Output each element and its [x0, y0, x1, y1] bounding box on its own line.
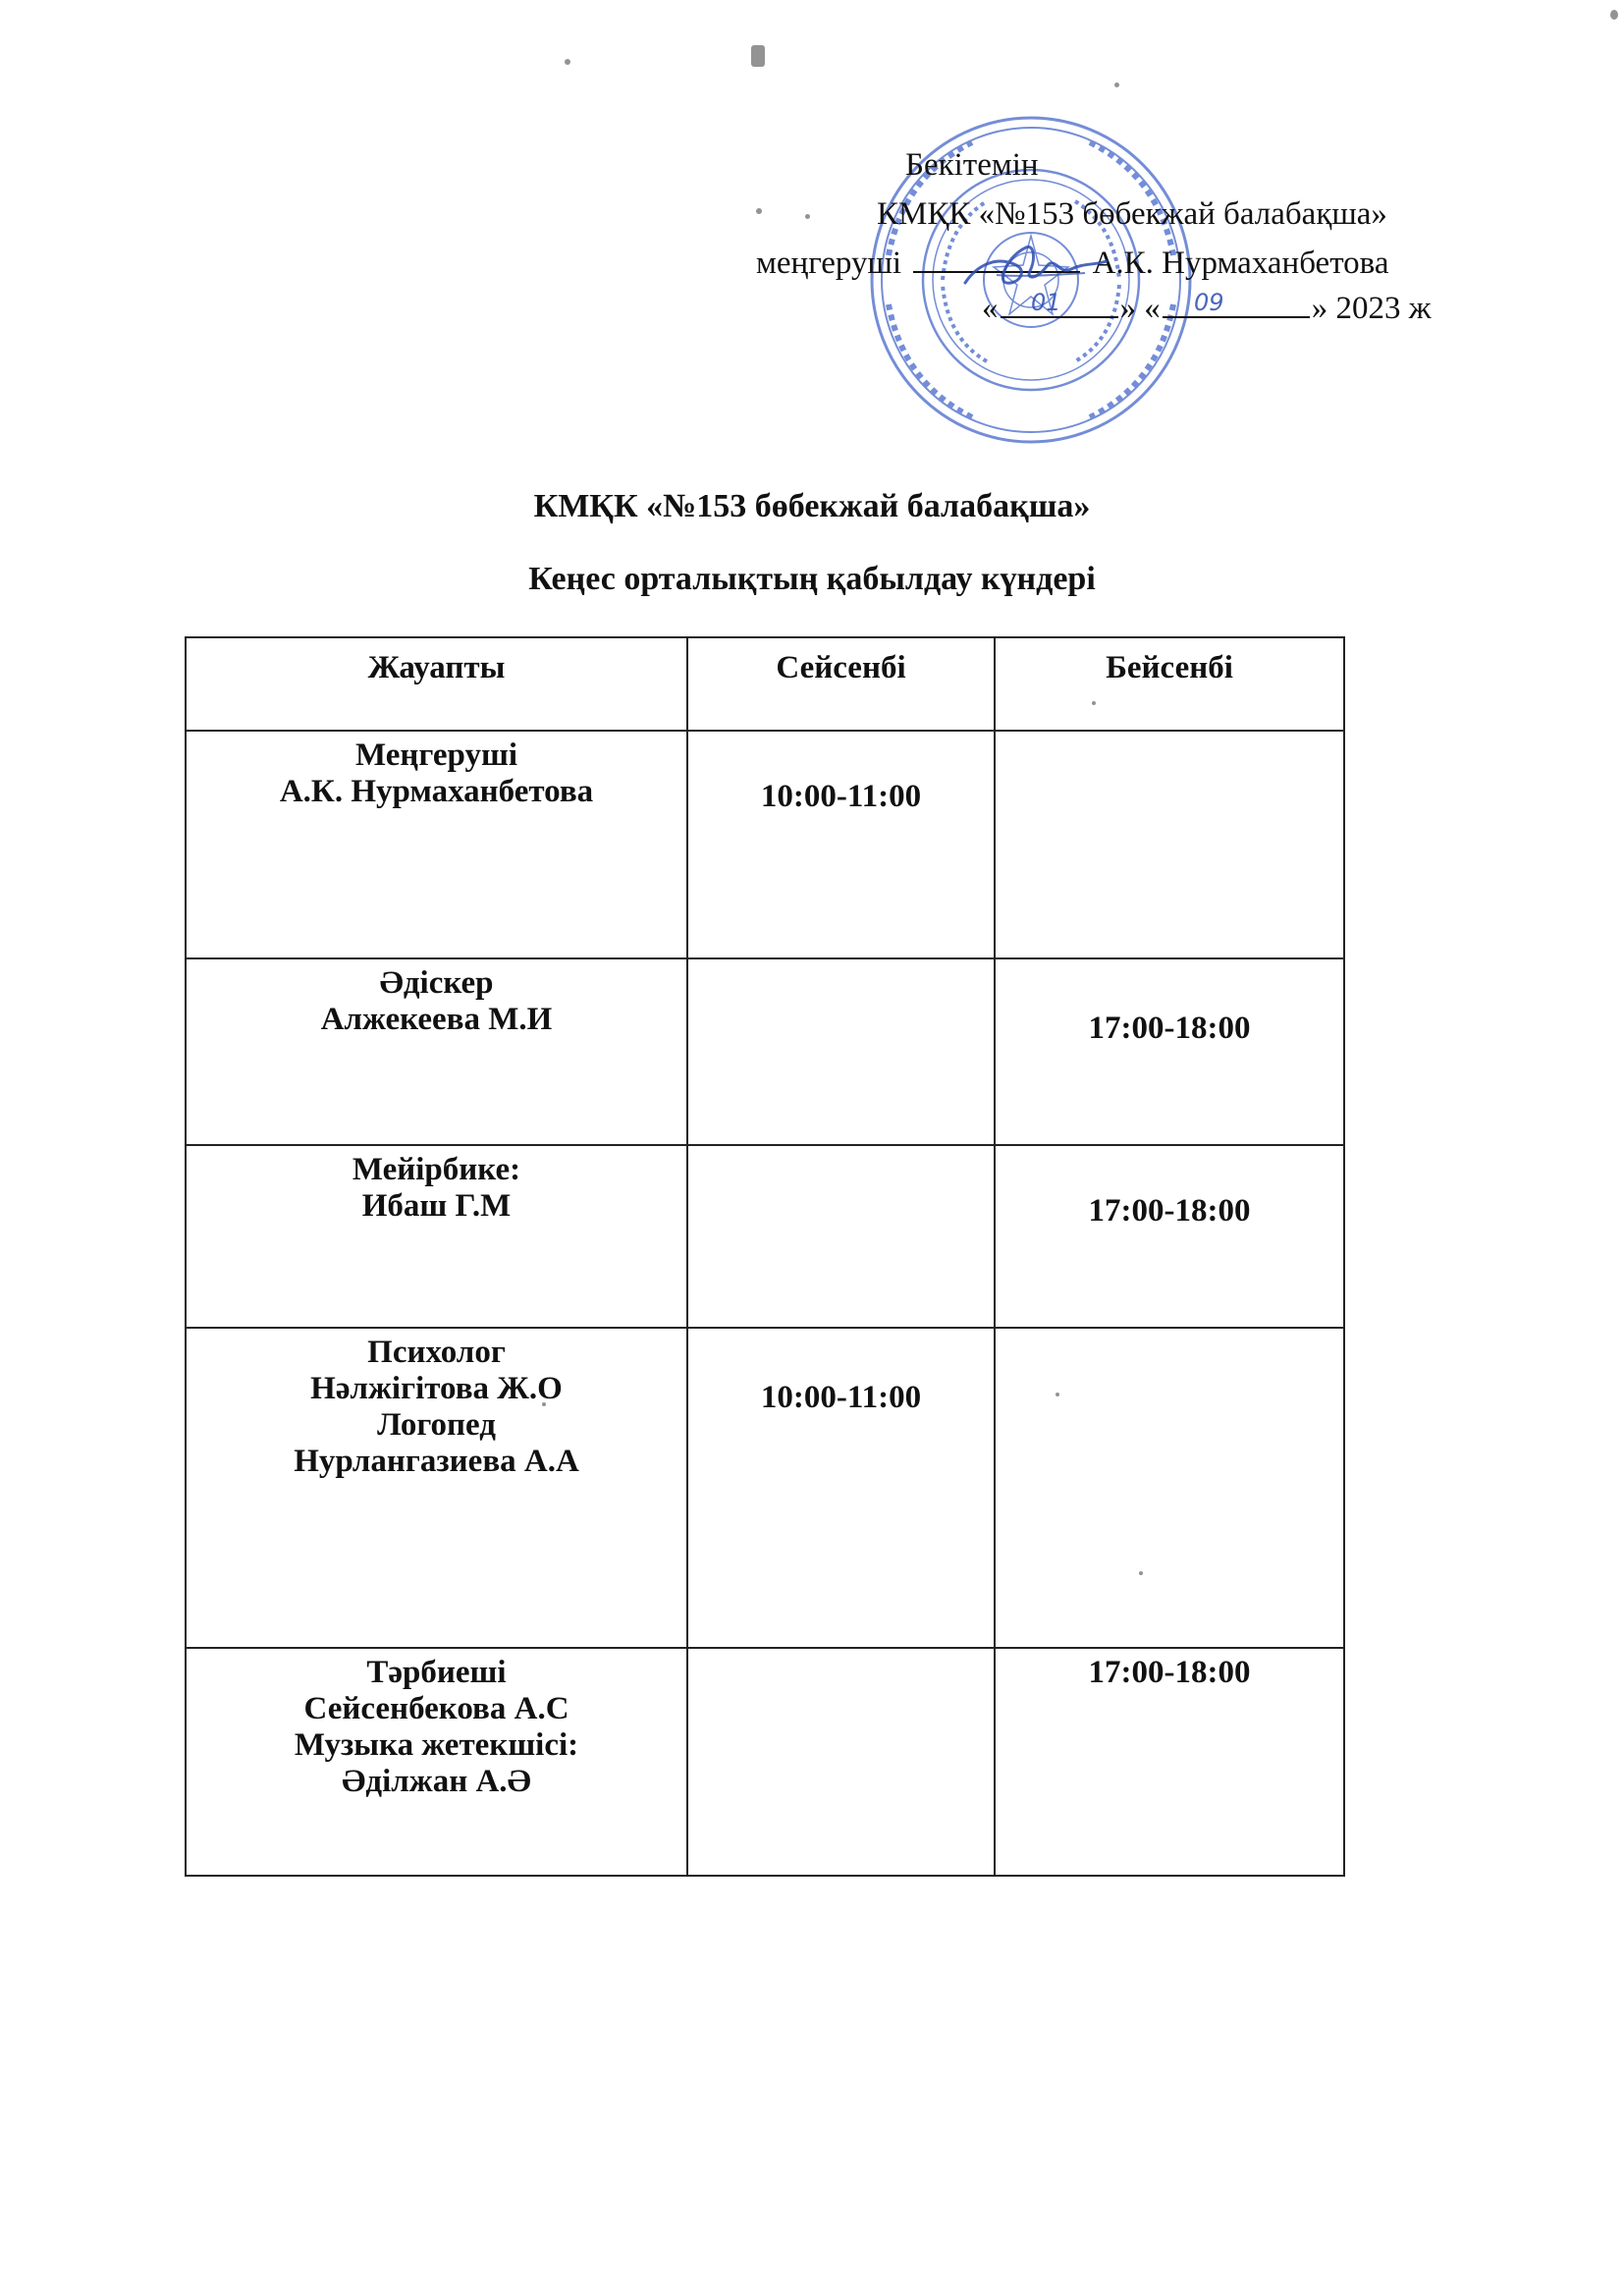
responsible-cell	[186, 958, 687, 1145]
responsible-role: Мейірбике:	[352, 1152, 521, 1187]
thursday-time-cell: 17:00-18:00	[995, 958, 1344, 1145]
responsible-role: Музыка жетекшісі:	[294, 1727, 579, 1763]
responsible-person: Сейсенбекова А.С	[303, 1691, 569, 1726]
thursday-time-cell: 17:00-18:00	[995, 1648, 1344, 1876]
responsible-person: Ибаш Г.М	[361, 1188, 512, 1224]
tuesday-time-cell	[687, 1145, 995, 1328]
tuesday-time-cell	[687, 1648, 995, 1876]
table-row	[186, 731, 1344, 958]
responsible-person: Нәлжігітова Ж.О	[310, 1371, 563, 1406]
thursday-time-cell	[995, 731, 1344, 958]
header-tuesday: Сейсенбі	[687, 637, 995, 731]
svg-text:09: 09	[1194, 289, 1224, 316]
scan-mark	[751, 45, 765, 67]
scan-mark	[565, 59, 570, 65]
approval-organization: КМҚК «№153 бөбекжай балабақша»	[877, 196, 1387, 232]
signature-line	[913, 247, 1080, 273]
table-row	[186, 958, 1344, 1145]
tuesday-time-cell	[687, 958, 995, 1145]
director-name: А.К. Нурмаханбетова	[1092, 246, 1389, 281]
header-thursday: Бейсенбі	[995, 637, 1344, 731]
table-row	[186, 1328, 1344, 1648]
responsible-role: Меңгеруші	[354, 738, 518, 773]
responsible-cell	[186, 1328, 687, 1648]
document-title: КМҚК «№153 бөбекжай балабақша»	[533, 488, 1091, 524]
date-quote-mid: » «	[1119, 291, 1161, 326]
tuesday-time-cell: 10:00-11:00	[687, 731, 995, 958]
approval-date-line	[982, 291, 1432, 326]
director-role: меңгеруші	[756, 246, 902, 281]
thursday-time-cell	[995, 1328, 1344, 1648]
responsible-person: Әділжан А.Ә	[342, 1764, 531, 1799]
thursday-time-cell: 17:00-18:00	[995, 1145, 1344, 1328]
responsible-role: Психолог	[367, 1335, 506, 1370]
document-subtitle: Кеңес орталықтың қабылдау күндері	[528, 561, 1096, 597]
responsible-cell	[186, 1145, 687, 1328]
date-day-blank	[1001, 293, 1118, 318]
tuesday-time-cell: 10:00-11:00	[687, 1328, 995, 1648]
scan-mark	[1610, 10, 1618, 20]
approval-heading: Бекітемін	[905, 147, 1039, 183]
table-row	[186, 1648, 1344, 1876]
schedule-table	[185, 636, 1345, 1877]
approval-block	[746, 147, 1492, 344]
responsible-role: Тәрбиеші	[366, 1655, 507, 1690]
responsible-role: Логопед	[377, 1407, 496, 1443]
svg-text:01: 01	[1031, 289, 1061, 316]
responsible-person: Нурлангазиева А.А	[294, 1444, 579, 1479]
approval-director-line	[756, 246, 1388, 281]
table-row	[186, 1145, 1344, 1328]
responsible-person: Алжекеева М.И	[320, 1002, 553, 1037]
scan-mark	[1114, 82, 1119, 87]
responsible-cell	[186, 731, 687, 958]
date-year: » 2023 ж	[1311, 291, 1432, 326]
table-header-row	[186, 637, 1344, 731]
date-quote-open: «	[982, 291, 999, 326]
header-responsible: Жауапты	[186, 637, 687, 731]
responsible-cell	[186, 1648, 687, 1876]
responsible-person: А.К. Нурмаханбетова	[279, 774, 594, 809]
responsible-role: Әдіскер	[379, 965, 494, 1001]
date-month-blank	[1163, 293, 1310, 318]
